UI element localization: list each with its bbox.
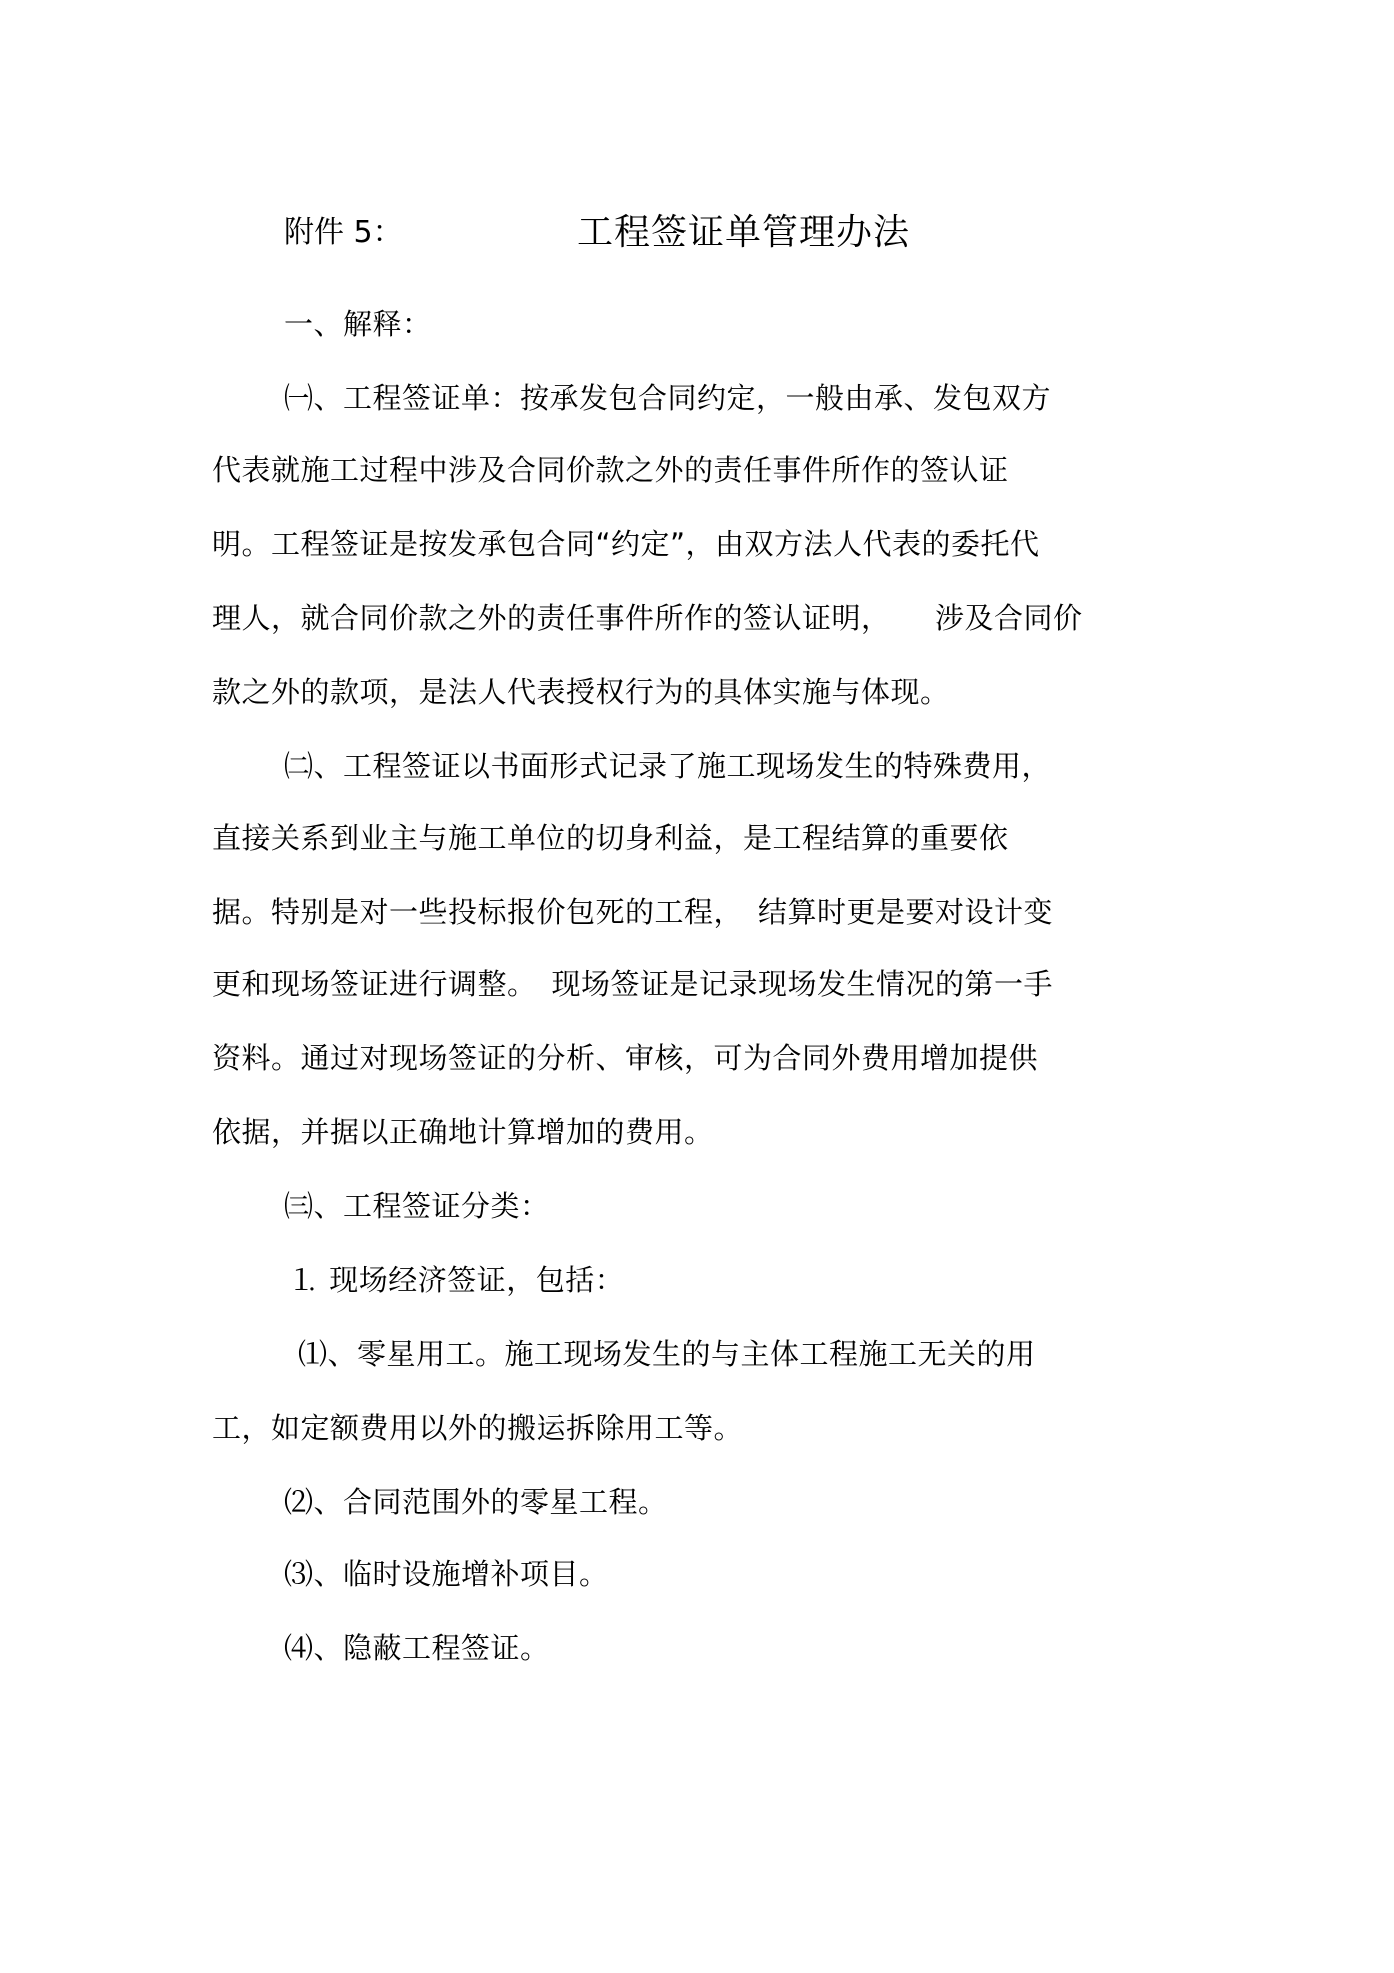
- paragraph-line: ㈠、工程签证单：按承发包合同约定，一般由承、发包双方: [284, 381, 1052, 415]
- document-title: 工程签证单管理办法: [577, 212, 911, 253]
- section-heading-classification: ㈢、工程签证分类：: [284, 1189, 550, 1223]
- paragraph-line: 明。工程签证是按发承包合同“约定”，由双方法人代表的委托代: [212, 527, 1040, 561]
- list-item: ⑷、隐蔽工程签证。: [284, 1631, 550, 1665]
- paragraph-line: 代表就施工过程中涉及合同价款之外的责任事件所作的签认证: [212, 453, 1009, 487]
- paragraph-line: 款之外的款项，是法人代表授权行为的具体实施与体现。: [212, 675, 950, 709]
- list-item: ⒈ 现场经济签证，包括：: [290, 1263, 625, 1297]
- paragraph-line: 更和现场签证进行调整。 现场签证是记录现场发生情况的第一手: [212, 967, 1054, 1001]
- list-item: ⑶、临时设施增补项目。: [284, 1557, 609, 1591]
- annex-label: 附件 5：: [284, 215, 403, 250]
- paragraph-line: 理人，就合同价款之外的责任事件所作的签认证明， 涉及合同价: [212, 601, 1083, 635]
- paragraph-line: 直接关系到业主与施工单位的切身利益，是工程结算的重要依: [212, 821, 1009, 855]
- paragraph-line: 依据，并据以正确地计算增加的费用。: [212, 1115, 714, 1149]
- paragraph-line: ㈡、工程签证以书面形式记录了施工现场发生的特殊费用，: [284, 749, 1052, 783]
- paragraph-line: 工，如定额费用以外的搬运拆除用工等。: [212, 1411, 744, 1445]
- list-item: ⑵、合同范围外的零星工程。: [284, 1485, 668, 1519]
- paragraph-line: 资料。通过对现场签证的分析、审核，可为合同外费用增加提供: [212, 1041, 1039, 1075]
- list-item: ⑴、零星用工。施工现场发生的与主体工程施工无关的用: [298, 1337, 1036, 1371]
- paragraph-line: 据。特别是对一些投标报价包死的工程， 结算时更是要对设计变: [212, 895, 1054, 929]
- section-heading-explanation: 一、解释：: [284, 307, 432, 341]
